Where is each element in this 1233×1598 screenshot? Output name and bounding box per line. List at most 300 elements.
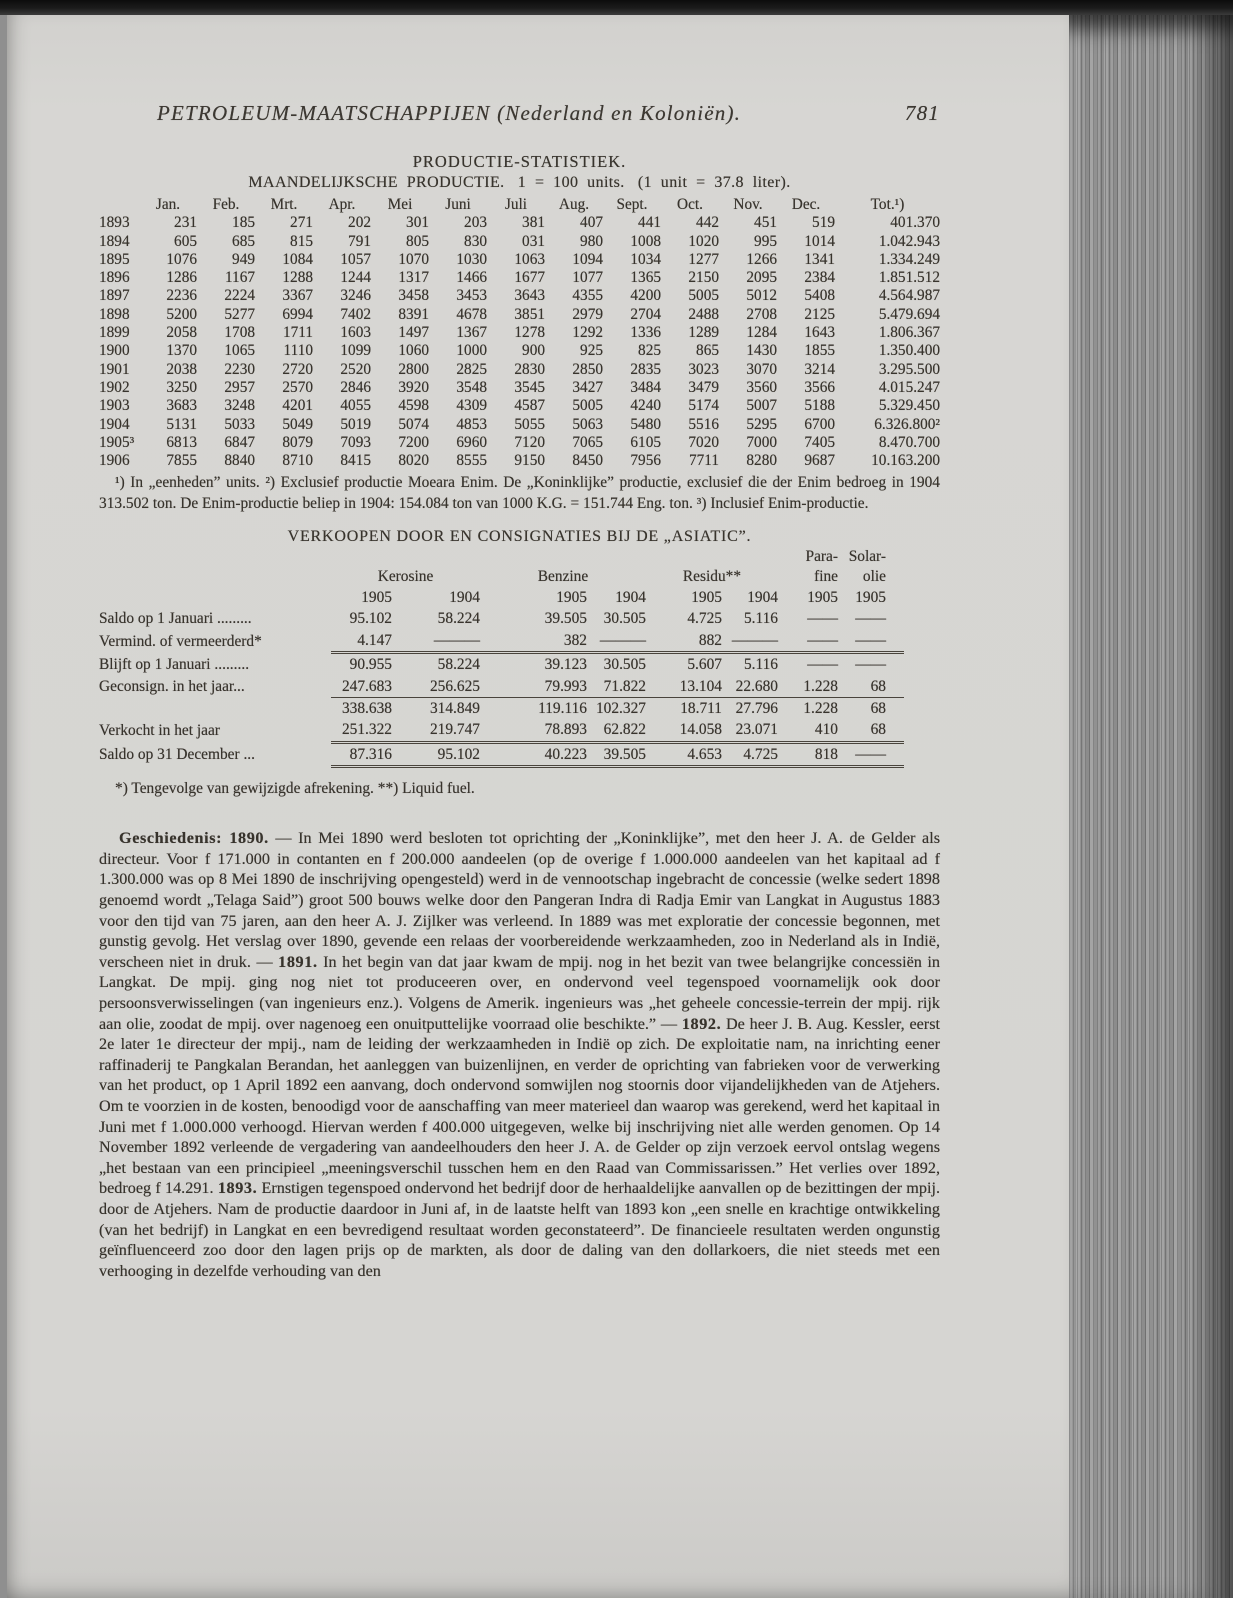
production-value-cell: 3920 [398, 378, 429, 396]
sales-row [99, 630, 904, 653]
production-value-cell: 949 [232, 250, 255, 268]
production-row [99, 397, 940, 415]
production-value-cell: 2800 [398, 360, 429, 378]
production-value-cell: 6105 [630, 433, 661, 451]
production-value-cell: 7855 [166, 452, 197, 470]
sales-value-cell: 14.058 [679, 721, 722, 739]
sales-value-cell: 68 [870, 721, 886, 739]
sales-value-cell: 78.893 [544, 721, 587, 739]
production-value-cell: 2704 [630, 305, 661, 323]
production-value-cell: 2236 [166, 287, 197, 305]
production-value-cell: 1855 [804, 342, 835, 360]
production-total-cell: 401.370 [890, 214, 940, 232]
production-value-cell: 4055 [340, 397, 371, 415]
production-value-cell: 5005 [688, 287, 719, 305]
production-value-cell: 2570 [282, 378, 313, 396]
production-value-cell: 8280 [746, 452, 777, 470]
production-value-cell: 1286 [166, 269, 197, 287]
production-value-cell: 8079 [282, 433, 313, 451]
production-value-cell: 8391 [398, 305, 429, 323]
production-total-cell: 4.564.987 [878, 287, 940, 305]
production-column-header: Mrt. [270, 196, 298, 213]
production-value-cell: 2846 [340, 378, 371, 396]
sales-value-cell: 251.322 [341, 721, 392, 739]
production-column-header: Apr. [328, 196, 356, 213]
production-column-header: Aug. [558, 196, 590, 213]
production-column-header: Oct. [677, 196, 703, 213]
sales-group-header: Residu** [682, 567, 742, 585]
production-value-cell: 9150 [514, 452, 545, 470]
production-value-cell: 7711 [688, 452, 719, 470]
production-value-cell: 1317 [398, 269, 429, 287]
production-total-cell: 6.326.800² [874, 415, 940, 433]
production-value-cell: 1030 [456, 250, 487, 268]
production-row [99, 233, 940, 251]
sales-value-cell: —— [838, 653, 904, 676]
production-table-body [99, 214, 940, 470]
production-total-cell: 1.350.400 [878, 342, 940, 360]
production-year-cell: 1900 [99, 342, 130, 360]
sales-header-empty [99, 587, 331, 608]
sales-year-header: 1905 [556, 589, 587, 607]
history-text: — In Mei 1890 werd besloten tot oprichting der „Koninklijke”, met den heer J. A. de Gelder als directeur. Voor f 171.000 in contanten en f 200.000 aandeelen (op de overige f 1.000.000 aandeelen van het kapitaal ad f 1.300.000 was op 8 Mei 1890 de inschrijving opengesteld) werd in de vennootschap ingebracht de concessie (welke sedert 1898 genoemd wordt „Telaga Said”) groot 500 bouws welke door den Pangeran Indra di Radja Emir van Langkat in Augustus 1883 voor den tijd van 75 jaren, aan den heer A. J. Zijlker was verleend. In 1889 was met exploratie der concessie begonnen, met gunstig gevolg. Het verslag over 1890, gevende een relaas der voorbereidende werkzaamheden, zoo in Nederland als in Indië, verscheen niet in druk. — [99, 829, 940, 971]
production-value-cell: 442 [696, 214, 719, 232]
sales-value-cell: 95.102 [392, 742, 480, 766]
production-year-cell: 1905³ [99, 433, 135, 451]
sales-value-cell: 30.505 [587, 653, 646, 676]
production-value-cell: 2058 [166, 324, 197, 342]
production-value-cell: 2095 [746, 269, 777, 287]
production-value-cell: 5295 [746, 415, 777, 433]
sales-table-body [99, 608, 904, 766]
production-row [99, 324, 940, 342]
production-header-row [99, 196, 940, 214]
history-bold-marker: Geschiedenis: 1890. [119, 829, 269, 848]
production-value-cell: 6960 [456, 433, 487, 451]
production-value-cell: 1266 [746, 250, 777, 268]
sales-value-cell: 247.683 [341, 677, 392, 695]
production-value-cell: 1065 [224, 342, 255, 360]
production-value-cell: 1367 [456, 324, 487, 342]
sales-group-header-row [99, 566, 904, 587]
production-value-cell: 203 [464, 214, 487, 232]
production-value-cell: 2038 [166, 360, 197, 378]
production-value-cell: 2384 [804, 269, 835, 287]
production-subtitle: MAANDELIJKSCHE PRODUCTIE. 1 = 100 units. (1 unit = 37.8 liter). [248, 174, 791, 191]
sales-value-cell: 58.224 [392, 653, 480, 676]
production-value-cell: 1034 [630, 250, 661, 268]
production-value-cell: 2230 [224, 360, 255, 378]
sales-value-cell: ——— [433, 631, 480, 649]
production-table [99, 196, 940, 470]
sales-value-cell: 5.607 [646, 653, 722, 676]
history-paragraph [99, 828, 940, 1281]
production-value-cell: 2835 [630, 360, 661, 378]
sales-value-cell: 30.505 [603, 610, 646, 628]
production-value-cell: 7120 [514, 433, 545, 451]
sales-year-header: 1905 [855, 589, 886, 607]
production-value-cell: 1076 [166, 250, 197, 268]
sales-value-cell: 882 [698, 631, 722, 649]
production-value-cell: 5200 [166, 305, 197, 323]
sales-value-cell: —— [855, 631, 886, 649]
production-value-cell: 6994 [282, 305, 313, 323]
sales-group-header: Benzine [537, 567, 589, 585]
history-text: Ernstigen tegenspoed ondervond het bedrijf door de herhaaldelijke aanvallen op de bezittingen der mpij. door de Atjehers. Nam de productie daardoor in Juni af, in de laatste helft van 1893 kon „een snelle en krachtige ontwikkeling (van het bedrijf) in Langkat en een bevredigend resultaat worden geconstateerd”. De financieele resultaten werden ongunstig geïnfluenceerd zoo door den lagen prijs op de markten, als door de daling van den dollarkoers, die niet steeds met een verhooging in dezelfde verhouding van den [99, 1179, 940, 1280]
production-column-header: Mei [387, 196, 413, 213]
sales-title: VERKOOPEN DOOR EN CONSIGNATIES BIJ DE „ASIATIC”. [287, 527, 752, 545]
sales-row-label: Verkocht in het jaar [99, 722, 220, 740]
production-year-cell: 1897 [99, 287, 130, 305]
production-column-header: Juli [504, 196, 528, 213]
production-row [99, 269, 940, 287]
book-page-edges [1069, 15, 1233, 1598]
production-value-cell: 1711 [282, 324, 313, 342]
production-value-cell: 1000 [456, 342, 487, 360]
history-text: In het begin van dat jaar kwam de mpij. nog in het bezit van twee belangrijke concessiën in Langkat. De mpij. ging nog niet tot produceeren over, en ondervond veel tegenspoed voornamelijk ook door persoonsverwisselingen (van ingenieurs enz.). Volgens de Amerik. ingenieurs was „het geheele concessie-terrein der mpij. rijk aan olie, zoodat de mpij. over nagenoeg een onuitputtelijke voorraad olie beschikte.” — [99, 952, 940, 1033]
production-value-cell: 7402 [340, 305, 371, 323]
sales-value-cell: 68 [838, 698, 904, 720]
production-year-cell: 1899 [99, 324, 130, 342]
production-value-cell: 1677 [514, 269, 545, 287]
production-total-cell: 3.295.500 [878, 360, 940, 378]
sales-year-header: 1904 [449, 589, 480, 607]
production-row [99, 452, 940, 470]
history-bold-marker: 1892. [681, 1014, 722, 1033]
production-total-cell: 1.334.249 [878, 250, 940, 268]
production-value-cell: 3548 [456, 378, 487, 396]
production-value-cell: 031 [522, 232, 545, 250]
production-value-cell: 2488 [688, 305, 719, 323]
sales-value-cell: 818 [778, 742, 838, 766]
sales-year-header: 1904 [747, 589, 778, 607]
production-value-cell: 441 [638, 214, 661, 232]
sales-value-cell: 22.680 [735, 677, 778, 695]
sales-row-label: Geconsign. in het jaar... [99, 677, 245, 695]
production-value-cell: 5277 [224, 305, 255, 323]
production-value-cell: 8555 [456, 452, 487, 470]
production-value-cell: 995 [754, 232, 777, 250]
production-value-cell: 3453 [456, 287, 487, 305]
production-row [99, 214, 940, 232]
sales-row [99, 719, 904, 742]
production-value-cell: 925 [580, 342, 603, 360]
production-value-cell: 519 [812, 214, 835, 232]
sales-year-header-row [99, 587, 904, 608]
sales-value-cell: 58.224 [437, 610, 480, 628]
production-value-cell: 5174 [688, 397, 719, 415]
sales-value-cell: —— [855, 610, 886, 628]
production-value-cell: 825 [638, 342, 661, 360]
production-value-cell: 5012 [746, 287, 777, 305]
sales-value-cell: 39.123 [480, 653, 587, 676]
production-value-cell: 3070 [746, 360, 777, 378]
production-value-cell: 3683 [166, 397, 197, 415]
production-value-cell: 7093 [340, 433, 371, 451]
sales-value-cell: 87.316 [331, 742, 392, 766]
sales-group-header: fine [814, 567, 838, 585]
production-value-cell: 3566 [804, 378, 835, 396]
sales-value-cell: 39.505 [587, 742, 646, 766]
sales-footnote: *) Tengevolge van gewijzigde afrekening. **) Liquid fuel. [115, 780, 475, 798]
sales-value-cell: —— [838, 742, 904, 766]
production-value-cell: 2708 [746, 305, 777, 323]
production-value-cell: 8415 [340, 452, 371, 470]
sales-value-cell: 39.505 [544, 610, 587, 628]
production-value-cell: 381 [522, 214, 545, 232]
production-value-cell: 3479 [688, 378, 719, 396]
production-value-cell: 4240 [630, 397, 661, 415]
production-value-cell: 1292 [572, 324, 603, 342]
production-year-cell: 1894 [99, 232, 130, 250]
production-value-cell: 1365 [630, 269, 661, 287]
sales-value-cell: ——— [731, 631, 778, 649]
production-value-cell: 2979 [572, 305, 603, 323]
production-value-cell: 2224 [224, 287, 255, 305]
history-bold-marker: 1893. [217, 1179, 258, 1198]
production-value-cell: 4678 [456, 305, 487, 323]
production-value-cell: 5055 [514, 415, 545, 433]
production-year-cell: 1906 [99, 452, 130, 470]
production-value-cell: 5019 [340, 415, 371, 433]
sales-group-header: Kerosine [377, 567, 434, 585]
history-bold-marker: 1891. [278, 952, 318, 971]
sales-value-cell: 23.071 [735, 721, 778, 739]
production-value-cell: 5480 [630, 415, 661, 433]
production-value-cell: 5188 [804, 397, 835, 415]
production-value-cell: 8710 [282, 452, 313, 470]
sales-value-cell: 5.116 [722, 653, 778, 676]
production-value-cell: 185 [232, 214, 255, 232]
sales-value-cell: 4.725 [722, 742, 778, 766]
sales-row [99, 698, 904, 720]
production-value-cell: 1288 [282, 269, 313, 287]
production-total-cell: 4.015.247 [878, 378, 940, 396]
production-value-cell: 2150 [688, 269, 719, 287]
history-text: De heer J. B. Aug. Kessler, eerst 2e later 1e directeur der mpij., nam de leiding der werkzaamheden in Indië op zich. De exploitatie nam, na inrichting eener raffinaderij te Pangkalan Berandan, het aanleggen van buizenlijnen, en verder de oprichting van fabrieken voor de verwerking van het product, op 1 April 1892 een aanvang, doch ondervond somwijlen nog stoornis door vijandelijkheden van de Atjehers. Om te voorzien in de kosten, benoodigd voor de aanschaffing van meer materieel dan waarop was gerekend, werd het kapitaal in Juni met f 1.000.000 verhoogd. Hiervan werden f 400.000 uitgegeven, welke bij inschrijving niet alle werden genomen. Op 14 November 1892 verleende de vergadering van aandeelhouders den heer J. A. de Gelder op zijn verzoek eervol ontslag wegens „het bestaan van een principieel „meeningsverschil tusschen hem en den Raad van Commissarissen.” Het verlies over 1892, bedroeg f 14.291. [99, 1014, 940, 1198]
scan-top-edge [0, 0, 1233, 15]
sales-value-cell: 18.711 [646, 698, 722, 720]
production-value-cell: 1643 [804, 324, 835, 342]
production-value-cell: 7956 [630, 452, 661, 470]
page-number: 781 [904, 101, 940, 125]
production-header-empty [99, 196, 139, 214]
production-value-cell: 1341 [804, 250, 835, 268]
production-row [99, 251, 940, 269]
production-total-cell: 5.479.694 [878, 305, 940, 323]
production-value-cell: 1057 [340, 250, 371, 268]
sales-row-label: Saldo op 31 December ... [99, 745, 256, 763]
production-column-header: Tot.¹) [870, 196, 905, 213]
production-value-cell: 3458 [398, 287, 429, 305]
production-value-cell: 1084 [282, 250, 313, 268]
sales-row-label: Blijft op 1 Januari ......... [99, 655, 250, 673]
production-year-cell: 1896 [99, 269, 130, 287]
production-value-cell: 4853 [456, 415, 487, 433]
sales-value-cell: 95.102 [349, 610, 392, 628]
production-value-cell: 3367 [282, 287, 313, 305]
production-value-cell: 2720 [282, 360, 313, 378]
production-value-cell: 1008 [630, 232, 661, 250]
sales-value-cell: 4.725 [687, 610, 722, 628]
production-value-cell: 3560 [746, 378, 777, 396]
sales-row-label: Vermind. of vermeerderd* [99, 632, 262, 650]
sales-value-cell: 5.116 [743, 610, 778, 628]
sales-value-cell: 382 [563, 631, 587, 649]
production-value-cell: 2520 [340, 360, 371, 378]
production-column-header: Juni [445, 196, 471, 213]
production-value-cell: 5007 [746, 397, 777, 415]
sales-table-head [99, 548, 904, 609]
sales-upper-header: Para- [805, 547, 838, 565]
production-value-cell: 4309 [456, 397, 487, 415]
production-value-cell: 8840 [224, 452, 255, 470]
production-value-cell: 900 [522, 342, 545, 360]
production-value-cell: 3214 [804, 360, 835, 378]
sales-value-cell: 40.223 [480, 742, 587, 766]
production-value-cell: 7200 [398, 433, 429, 451]
running-head-title: PETROLEUM-MAATSCHAPPIJEN (Nederland en Koloniën). [157, 101, 742, 125]
production-value-cell: 8020 [398, 452, 429, 470]
production-value-cell: 4200 [630, 287, 661, 305]
production-value-cell: 271 [290, 214, 313, 232]
production-total-cell: 5.329.450 [878, 397, 940, 415]
production-total-cell: 1.851.512 [878, 269, 940, 287]
production-value-cell: 685 [232, 232, 255, 250]
production-value-cell: 1020 [688, 232, 719, 250]
production-value-cell: 5074 [398, 415, 429, 433]
production-row [99, 434, 940, 452]
production-value-cell: 1336 [630, 324, 661, 342]
production-year-cell: 1898 [99, 305, 130, 323]
production-value-cell: 1060 [398, 342, 429, 360]
sales-value-cell: —— [807, 610, 838, 628]
sales-value-cell: 338.638 [331, 698, 392, 720]
production-year-cell: 1893 [99, 214, 130, 232]
production-year-cell: 1902 [99, 378, 130, 396]
production-value-cell: 1099 [340, 342, 371, 360]
production-value-cell: 1430 [746, 342, 777, 360]
production-year-cell: 1901 [99, 360, 130, 378]
sales-row [99, 608, 904, 629]
sales-upper-header-row [99, 548, 904, 566]
production-value-cell: 4587 [514, 397, 545, 415]
sales-year-header: 1904 [615, 589, 646, 607]
production-value-cell: 4598 [398, 397, 429, 415]
production-value-cell: 2125 [804, 305, 835, 323]
production-value-cell: 2957 [224, 378, 255, 396]
production-total-cell: 1.042.943 [878, 232, 940, 250]
production-column-header: Dec. [791, 196, 821, 213]
production-column-header: Sept. [616, 196, 648, 213]
production-row [99, 287, 940, 305]
production-value-cell: 5049 [282, 415, 313, 433]
production-value-cell: 1708 [224, 324, 255, 342]
production-value-cell: 202 [348, 214, 371, 232]
sales-value-cell: 1.228 [803, 677, 838, 695]
sales-value-cell: 410 [814, 721, 838, 739]
production-value-cell: 6847 [224, 433, 255, 451]
production-value-cell: 865 [696, 342, 719, 360]
sales-value-cell: 219.747 [429, 721, 480, 739]
production-value-cell: 301 [406, 214, 429, 232]
production-title: PRODUCTIE-STATISTIEK. [412, 152, 627, 171]
production-value-cell: 815 [290, 232, 313, 250]
sales-value-cell: 27.796 [722, 698, 778, 720]
sales-upper-header: Solar- [848, 547, 886, 565]
production-value-cell: 2830 [514, 360, 545, 378]
production-value-cell: 1278 [514, 324, 545, 342]
sales-value-cell: 68 [870, 677, 886, 695]
production-value-cell: 3851 [514, 305, 545, 323]
production-row [99, 342, 940, 360]
production-total-cell: 10.163.200 [871, 452, 940, 470]
sales-header-empty [99, 566, 331, 587]
production-column-header: Nov. [733, 196, 763, 213]
production-value-cell: 3643 [514, 287, 545, 305]
sales-value-cell: 90.955 [331, 653, 392, 676]
production-value-cell: 605 [174, 232, 197, 250]
production-value-cell: 830 [464, 232, 487, 250]
production-total-cell: 1.806.367 [878, 324, 940, 342]
production-value-cell: 3545 [514, 378, 545, 396]
production-value-cell: 1077 [572, 269, 603, 287]
sales-value-cell: 79.993 [544, 677, 587, 695]
production-value-cell: 7065 [572, 433, 603, 451]
sales-row [99, 742, 904, 766]
sales-group-header: olie [862, 567, 886, 585]
production-value-cell: 5005 [572, 397, 603, 415]
production-value-cell: 6700 [804, 415, 835, 433]
production-value-cell: 1167 [224, 269, 255, 287]
production-value-cell: 6813 [166, 433, 197, 451]
production-value-cell: 1370 [166, 342, 197, 360]
sales-value-cell: 62.822 [603, 721, 646, 739]
production-value-cell: 1070 [398, 250, 429, 268]
production-value-cell: 1603 [340, 324, 371, 342]
sales-value-cell: ——— [599, 631, 646, 649]
production-value-cell: 8450 [572, 452, 603, 470]
production-value-cell: 407 [580, 214, 603, 232]
production-value-cell: 1094 [572, 250, 603, 268]
production-value-cell: 7405 [804, 433, 835, 451]
production-column-header: Feb. [212, 196, 240, 213]
production-row [99, 361, 940, 379]
sales-value-cell: 314.849 [392, 698, 480, 720]
sales-value-cell: 4.147 [357, 631, 392, 649]
production-row [99, 306, 940, 324]
production-value-cell: 791 [348, 232, 371, 250]
production-value-cell: 7000 [746, 433, 777, 451]
sales-year-header: 1905 [361, 589, 392, 607]
running-head [99, 101, 940, 126]
production-value-cell: 2825 [456, 360, 487, 378]
production-value-cell: 9687 [804, 452, 835, 470]
sales-value-cell: 119.116 [480, 698, 587, 720]
production-value-cell: 3246 [340, 287, 371, 305]
production-value-cell: 3250 [166, 378, 197, 396]
production-value-cell: 5131 [166, 415, 197, 433]
production-row [99, 416, 940, 434]
production-year-cell: 1895 [99, 250, 130, 268]
page [7, 15, 1069, 1598]
production-value-cell: 805 [406, 232, 429, 250]
production-value-cell: 1277 [688, 250, 719, 268]
sales-row-label [99, 698, 331, 720]
production-value-cell: 1466 [456, 269, 487, 287]
sales-row-label: Saldo op 1 Januari ......... [99, 610, 252, 628]
sales-row [99, 653, 904, 676]
